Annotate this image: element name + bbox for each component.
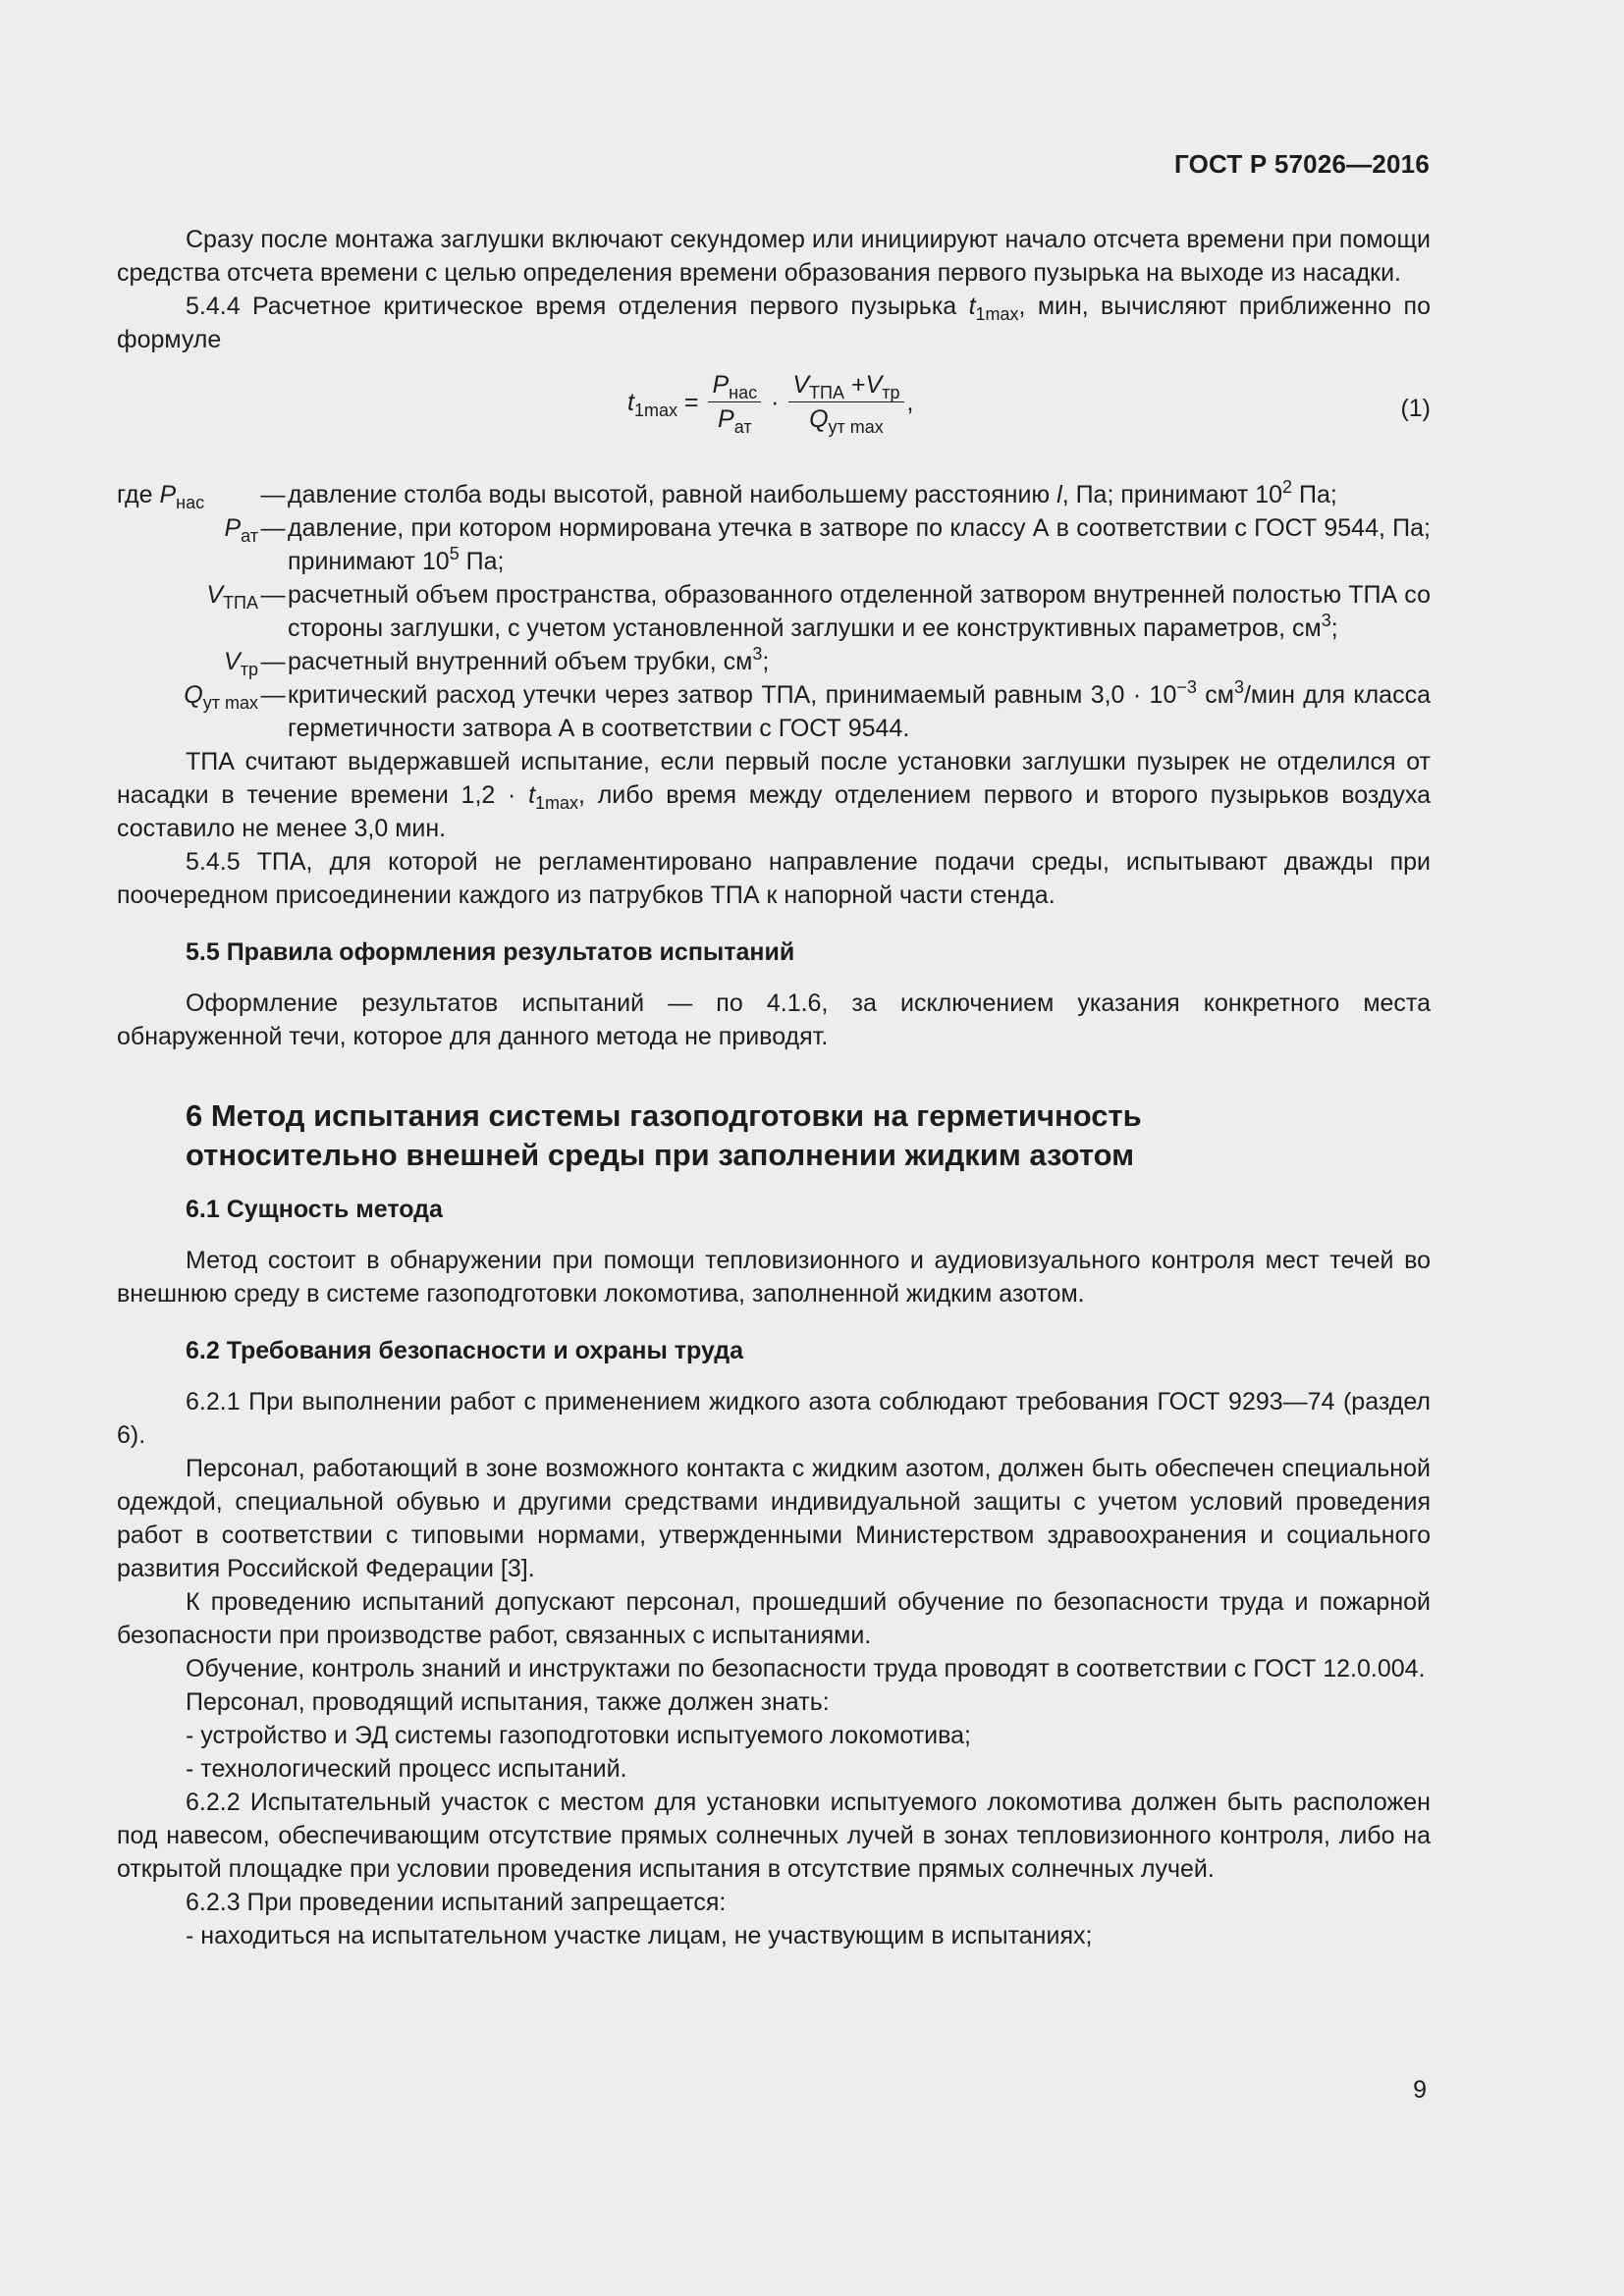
subscript: 1max <box>535 793 579 813</box>
numerator <box>788 370 903 402</box>
equals-sign: = <box>683 388 699 416</box>
superscript: −3 <box>1176 677 1197 697</box>
symbol-t: t <box>627 388 634 416</box>
paragraph: 6.2.2 Испытательный участок с местом для установки испытуемого локомотива должен быть расположен под навесом, обеспечивающим отсутствие прямых солнечных лучей в зонах тепловизионного контроля, либо на открытой площадке при условии проведения испытания в отсутствие прямых солнечных лучей. <box>117 1789 1431 1883</box>
subscript: тр <box>240 660 258 679</box>
definition-dash: — <box>260 581 286 609</box>
definition-item <box>117 478 1431 511</box>
definition-dash: — <box>260 481 286 508</box>
symbol-v: V <box>792 371 810 399</box>
formula-lhs <box>627 386 677 419</box>
text: давление столба воды высотой, равной наибольшему расстоянию <box>288 481 1057 508</box>
symbol-p: P <box>718 405 734 433</box>
symbol-q: Q <box>809 405 829 433</box>
definition-text <box>288 478 1431 511</box>
paragraph: 5.4.5 ТПА, для которой не регламентировано направление подачи среды, испытывают дважды при поочередном присоединении каждого из патрубков ТПА к напорной части стенда. <box>117 848 1431 909</box>
symbol-l: l <box>1056 481 1062 508</box>
definition-item <box>117 645 1431 678</box>
symbol-q: Q <box>184 681 203 709</box>
text: расчетный объем пространства, образованного отделенной затвором внутренней полостью ТПА со стороны заглушки, с учетом установленной заглушки и ее конструктивных параметров, см <box>288 581 1431 642</box>
plus-sign: + <box>850 371 866 399</box>
formula-number: (1) <box>1400 395 1431 422</box>
subscript: ат <box>733 417 752 437</box>
fraction-volume <box>788 370 903 437</box>
definition-text <box>288 645 1431 678</box>
paragraph-text: Сразу после монтажа заглушки включают секундомер или инициируют начало отсчета времени при помощи средства отсчета времени с целью определения времени образования первого пузырька на выходе из насадки. <box>117 226 1431 287</box>
paragraph: Оформление результатов испытаний — по 4.1.6, за исключением указания конкретного места обнаруженной течи, которое для данного метода не приводят. <box>117 989 1431 1050</box>
paragraph <box>117 290 1431 356</box>
document-body <box>117 223 1431 1952</box>
symbol-p: P <box>159 481 177 508</box>
denominator <box>788 402 903 437</box>
multiply-dot: · <box>771 388 780 416</box>
list-item: - устройство и ЭД системы газоподготовки испытуемого локомотива; <box>186 1722 971 1749</box>
document-header: ГОСТ Р 57026—2016 <box>1174 149 1430 179</box>
section-heading-6-2: 6.2 Требования безопасности и охраны труда <box>186 1337 744 1364</box>
definition-term <box>117 678 258 745</box>
paragraph: 6.2.1 При выполнении работ с применением жидкого азота соблюдают требования ГОСТ 9293—74 (раздел 6). <box>117 1388 1431 1449</box>
subscript: 1max <box>975 304 1019 324</box>
heading-line: относительно внешней среды при заполнении жидким азотом <box>186 1138 1135 1172</box>
subscript: нас <box>729 383 758 402</box>
where-label: где <box>117 481 153 508</box>
paragraph: К проведению испытаний допускают персонал, прошедший обучение по безопасности труда и пожарной безопасности при производстве работ, связанных с испытаниями. <box>117 1588 1431 1649</box>
superscript: 3 <box>1321 611 1331 630</box>
text: давление, при котором нормирована утечка в затворе по классу А в соответствии с ГОСТ 9544, Па; принимают 10 <box>288 514 1431 575</box>
superscript: 5 <box>449 544 460 563</box>
definition-text <box>288 678 1431 745</box>
symbol-p: P <box>712 371 730 399</box>
text: /мин для класса герметичности затвора А в соответствии с ГОСТ 9544. <box>288 681 1431 742</box>
definition-text <box>288 511 1431 578</box>
definition-item <box>117 578 1431 645</box>
section-heading-6-1: 6.1 Сущность метода <box>186 1196 443 1223</box>
subscript: ТПА <box>809 383 844 402</box>
formula-expression <box>627 370 913 458</box>
subscript: ут max <box>828 417 884 437</box>
paragraph: Персонал, проводящий испытания, также должен знать: <box>186 1688 830 1716</box>
denominator <box>708 402 761 437</box>
definitions-list <box>117 478 1431 745</box>
definition-text <box>288 578 1431 645</box>
text: , Па; принимают 10 <box>1061 481 1283 508</box>
subscript: тр <box>882 383 900 402</box>
text: критический расход утечки через затвор ТПА, принимаемый равным 3,0 · 10 <box>288 681 1177 709</box>
section-heading-6 <box>117 1096 1431 1175</box>
comma: , <box>906 388 914 416</box>
symbol-v: V <box>865 371 883 399</box>
subscript: ТПА <box>223 593 258 613</box>
formula-1 <box>117 358 1431 474</box>
definition-dash: — <box>260 514 286 542</box>
text: расчетный внутренний объем трубки, см <box>288 648 753 675</box>
page-number: 9 <box>1413 2076 1427 2104</box>
paragraph-text: , либо время между отделением первого и второго пузырьков воздуха составило не менее 3,0 мин. <box>117 781 1431 842</box>
text: Па; <box>1292 481 1337 508</box>
definition-term <box>117 478 258 511</box>
paragraph <box>117 745 1431 845</box>
text: Па; <box>459 548 505 575</box>
paragraph-text: , мин, вычисляют приближенно по формуле <box>117 293 1431 353</box>
definition-term <box>117 645 258 678</box>
definition-term <box>117 578 258 645</box>
paragraph: 6.2.3 При проведении испытаний запрещается: <box>186 1889 727 1916</box>
list-item: - находиться на испытательном участке лицам, не участвующим в испытаниях; <box>186 1922 1093 1949</box>
text: ; <box>1330 614 1338 642</box>
section-heading-5-5: 5.5 Правила оформления результатов испытаний <box>186 938 795 966</box>
definition-dash: — <box>260 681 286 709</box>
symbol-p: P <box>224 514 242 542</box>
definition-item <box>117 511 1431 578</box>
paragraph-text: ТПА считают выдержавшей испытание, если первый после установки заглушки пузырек не отделился от насадки в течение времени 1,2 · <box>117 748 1431 809</box>
text: см <box>1196 681 1234 709</box>
paragraph-text: 5.4.4 Расчетное критическое время отделения первого пузырька <box>186 293 957 320</box>
numerator <box>708 370 761 402</box>
subscript: ут max <box>202 693 258 713</box>
subscript: 1max <box>633 400 677 420</box>
list-item: - технологический процесс испытаний. <box>186 1755 627 1783</box>
paragraph <box>117 223 1431 290</box>
definition-term <box>117 511 258 578</box>
paragraph: Метод состоит в обнаружении при помощи тепловизионного и аудиовизуального контроля мест течей во внешнюю среду в системе газоподготовки локомотива, заполненной жидким азотом. <box>117 1247 1431 1308</box>
symbol-v: V <box>206 581 224 609</box>
text: ; <box>762 648 770 675</box>
superscript: 3 <box>752 644 763 664</box>
definition-item <box>117 678 1431 745</box>
heading-line: 6 Метод испытания системы газоподготовки на герметичность <box>186 1098 1142 1133</box>
symbol-t: t <box>528 781 536 809</box>
superscript: 3 <box>1233 677 1244 697</box>
paragraph: Обучение, контроль знаний и инструктажи по безопасности труда проводят в соответствии с ГОСТ 12.0.004. <box>186 1655 1426 1682</box>
paragraph: Персонал, работающий в зоне возможного контакта с жидким азотом, должен быть обеспечен специальной одеждой, специальной обувью и другими средствами индивидуальной защиты с учетом условий проведения работ в соответствии с типовыми нормами, утвержденными Министерством здравоохранения и социального развития Российской Федерации [3]. <box>117 1455 1431 1582</box>
subscript: ат <box>241 526 258 546</box>
superscript: 2 <box>1282 477 1293 497</box>
fraction-pressure <box>708 370 761 437</box>
symbol-v: V <box>224 648 241 675</box>
subscript: нас <box>176 493 205 512</box>
definition-dash: — <box>260 648 286 675</box>
symbol-t: t <box>968 293 976 320</box>
